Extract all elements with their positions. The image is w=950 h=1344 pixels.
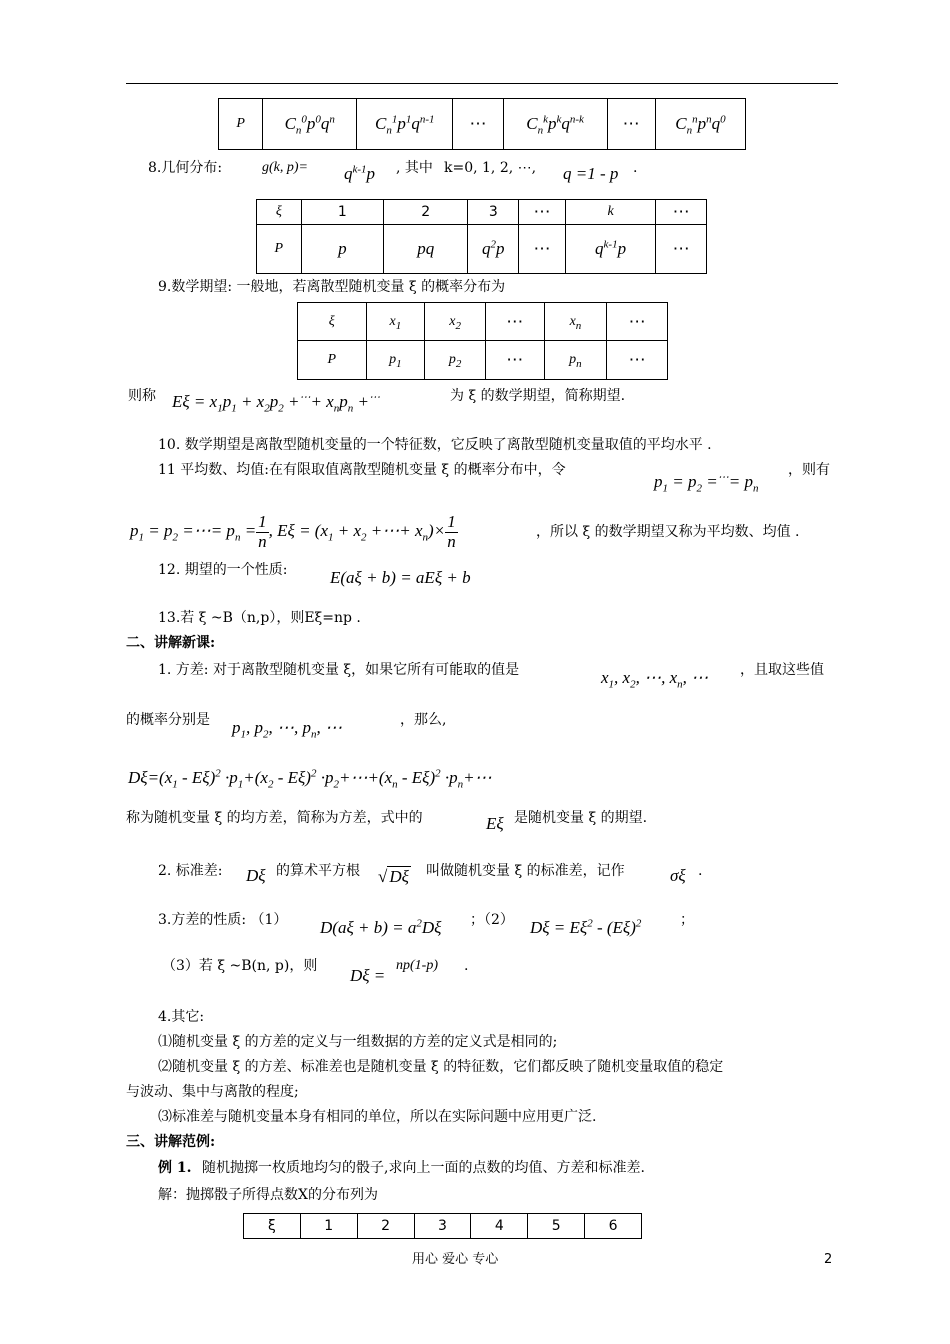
std-end: . [698, 863, 703, 879]
solution-text: 解：抛掷骰子所得点数X的分布列为 [158, 1187, 378, 1203]
geo-xi: ξ [257, 200, 302, 225]
page-number: 2 [824, 1252, 833, 1267]
prop1-formula: $D(a\xi + b) = a^2D\xi$ [320, 917, 442, 937]
sec8-kvals: k=0, 1, 2, ⋯, [444, 160, 537, 176]
footer-center: 用心 爱心 专心 [412, 1252, 499, 1267]
dice-xi: ξ [244, 1214, 301, 1239]
sec10-text: 10. 数学期望是离散型随机变量的一个特征数，它反映了离散型随机变量取值的平均水平 . [158, 437, 712, 453]
std-pre: 2. 标准差: [158, 863, 223, 879]
exp-xn: $x_n$ [544, 303, 607, 341]
geo-p3: $q^2p$ [468, 225, 519, 274]
prop-end: ； [680, 912, 694, 928]
dice-table [243, 1213, 642, 1239]
geo-p-label: P [257, 225, 302, 274]
other-1: ⑴随机变量 ξ 的方差的定义与一组数据的方差的定义式是相同的; [158, 1034, 558, 1050]
exp-dots-3: ⋯ [485, 341, 544, 380]
sec11-then: ，则有 [788, 462, 830, 478]
sec13-text: 13.若 ξ ~B（n,p），则Eξ=np . [158, 610, 361, 626]
prop3-dxi: Dξ = [350, 966, 386, 985]
called-text: 称为随机变量 ξ 的均方差，简称为方差，式中的 [126, 810, 423, 826]
variance-def-tail: ，且取这些值 [740, 662, 824, 678]
prop2-label: ；（2） [470, 912, 514, 928]
sec12-formula: E(aξ + b) = aEξ + b [330, 568, 471, 587]
std-dxi: Dξ [246, 866, 266, 885]
std-mid2: 叫做随机变量 ξ 的标准差，记作 [426, 863, 625, 879]
std-sigma: σξ [670, 866, 686, 885]
part3-title: 三、讲解范例: [126, 1134, 216, 1150]
other-label: 4.其它: [158, 1009, 205, 1025]
dice-6: 6 [585, 1214, 642, 1239]
geo-dots-4: ⋯ [656, 225, 707, 274]
binomial-cell-k: $C_n^kp^kq^{n-k}$ [503, 99, 607, 150]
exp-xi: ξ [298, 303, 367, 341]
other-2b: 与波动、集中与离散的程度; [126, 1084, 299, 1100]
geo-dots-1: ⋯ [519, 200, 566, 225]
prop3-end: . [464, 958, 469, 974]
other-3: ⑶标准差与随机变量本身有相同的单位，所以在实际问题中应用更广泛. [158, 1109, 597, 1125]
binomial-dots-1: ⋯ [453, 99, 503, 150]
binomial-p-label: P [219, 99, 263, 150]
exp-p-label: P [298, 341, 367, 380]
sec11-formula: $p_1 = p_2$ =⋯= $p_n$ = $\frac{1}{n}$ , $E\xi = (x_1 + x_2$ +⋯+ $x_n)\times$ $\frac{1}{n}$ [130, 512, 456, 551]
exp-dots-4: ⋯ [607, 341, 668, 380]
binomial-table [218, 98, 746, 150]
binomial-cell-0: $C_n^0p^0q^n$ [263, 99, 357, 150]
sec9-text: 9.数学期望: 一般地，若离散型随机变量 ξ 的概率分布为 [158, 279, 506, 295]
variance-values: $x_1$, $x_2$, ⋯, $x_n$, ⋯ [601, 668, 709, 691]
dice-5: 5 [528, 1214, 585, 1239]
exp-p2: $p_2$ [425, 341, 486, 380]
dice-2: 2 [357, 1214, 414, 1239]
geo-dots-3: ⋯ [519, 225, 566, 274]
sec11-text: 11 平均数、均值:在有限取值离散型随机变量 ξ 的概率分布中，令 [158, 462, 566, 478]
sec9-formula: $E\xi = x_1p_1 + x_2p_2 +^\cdots+ x_np_n +^\cdots$ [172, 391, 380, 415]
geo-pk: $q^{k-1}p$ [565, 225, 655, 274]
prop3-pre: （3）若 ξ ~B(n, p)，则 [162, 958, 318, 974]
sec8-mid: , 其中 [396, 160, 433, 176]
other-2a: ⑵随机变量 ξ 的方差、标准差也是随机变量 ξ 的特征数，它们都反映了随机变量取值的稳定 [158, 1059, 724, 1075]
prop3-val: np(1-p) [396, 958, 438, 973]
geo-p2: pq [384, 225, 468, 274]
exp-x1: $x_1$ [366, 303, 425, 341]
geo-h2: 2 [384, 200, 468, 225]
prob-tail: ，那么, [400, 712, 447, 728]
exp-x2: $x_2$ [425, 303, 486, 341]
sec8-qdef: q =1 - p [563, 164, 619, 183]
expectation-table [297, 302, 668, 380]
geometric-table [256, 199, 707, 274]
sec8-dot: . [633, 160, 638, 176]
binomial-cell-1: $C_n^1p^1q^{n-1}$ [357, 99, 453, 150]
prob-line: 的概率分别是 [126, 712, 210, 728]
sec8-func: g(k, p)= [262, 160, 308, 175]
dice-4: 4 [471, 1214, 528, 1239]
variance-def: 1. 方差: 对于离散型随机变量 ξ，如果它所有可能取的值是 [158, 662, 520, 678]
geo-dots-2: ⋯ [656, 200, 707, 225]
dice-3: 3 [414, 1214, 471, 1239]
called-tail: 是随机变量 ξ 的期望. [514, 810, 648, 826]
binomial-cell-n: $C_n^np^nq^0$ [655, 99, 745, 150]
exp-dots-2: ⋯ [607, 303, 668, 341]
sec12-text: 12. 期望的一个性质: [158, 562, 288, 578]
prop2-formula: $D\xi = E\xi^2 - (E\xi)^2$ [530, 917, 642, 937]
sec8-label: 8.几何分布: [148, 160, 223, 176]
geo-h1: 1 [301, 200, 383, 225]
std-mid: 的算术平方根 [276, 863, 360, 879]
ex1-text: 随机抛掷一枚质地均匀的骰子,求向上一面的点数的均值、方差和标准差. [202, 1160, 645, 1176]
sec11-cond: $p_1 = p_2 =^\cdots= p_n$ [654, 471, 759, 495]
binomial-dots-2: ⋯ [607, 99, 655, 150]
variance-formula: $D\xi=(x_1 - E\xi)^2 \cdot p_1+(x_2 - E\xi)^2$ $\cdot p_2+\cdots+(x_n - E\xi)^2$ $\cdot p_n+\cdots$ [128, 767, 492, 791]
std-sqrt: √ Dξ [378, 867, 409, 886]
exp-p1: $p_1$ [366, 341, 425, 380]
geo-hk: k [565, 200, 655, 225]
sec9-then-tail: 为 ξ 的数学期望，简称期望. [450, 388, 626, 404]
geo-p1: p [301, 225, 383, 274]
dice-1: 1 [300, 1214, 357, 1239]
part2-title: 二、讲解新课: [126, 635, 216, 651]
prop-label: 3.方差的性质: （1） [158, 912, 288, 928]
sec9-then-label: 则称 [128, 388, 156, 404]
header-rule [126, 83, 838, 84]
called-expect: Eξ [486, 814, 504, 833]
sec11-tail: ，所以 ξ 的数学期望又称为平均数、均值 . [536, 524, 800, 540]
sec8-formula: $q^{k-1}p$ [344, 163, 376, 183]
ex1-label: 例 1. [158, 1160, 192, 1176]
exp-pn: $p_n$ [544, 341, 607, 380]
geo-h3: 3 [468, 200, 519, 225]
exp-dots-1: ⋯ [485, 303, 544, 341]
prob-values: $p_1$, $p_2$, ⋯, $p_n$, ⋯ [232, 718, 342, 741]
